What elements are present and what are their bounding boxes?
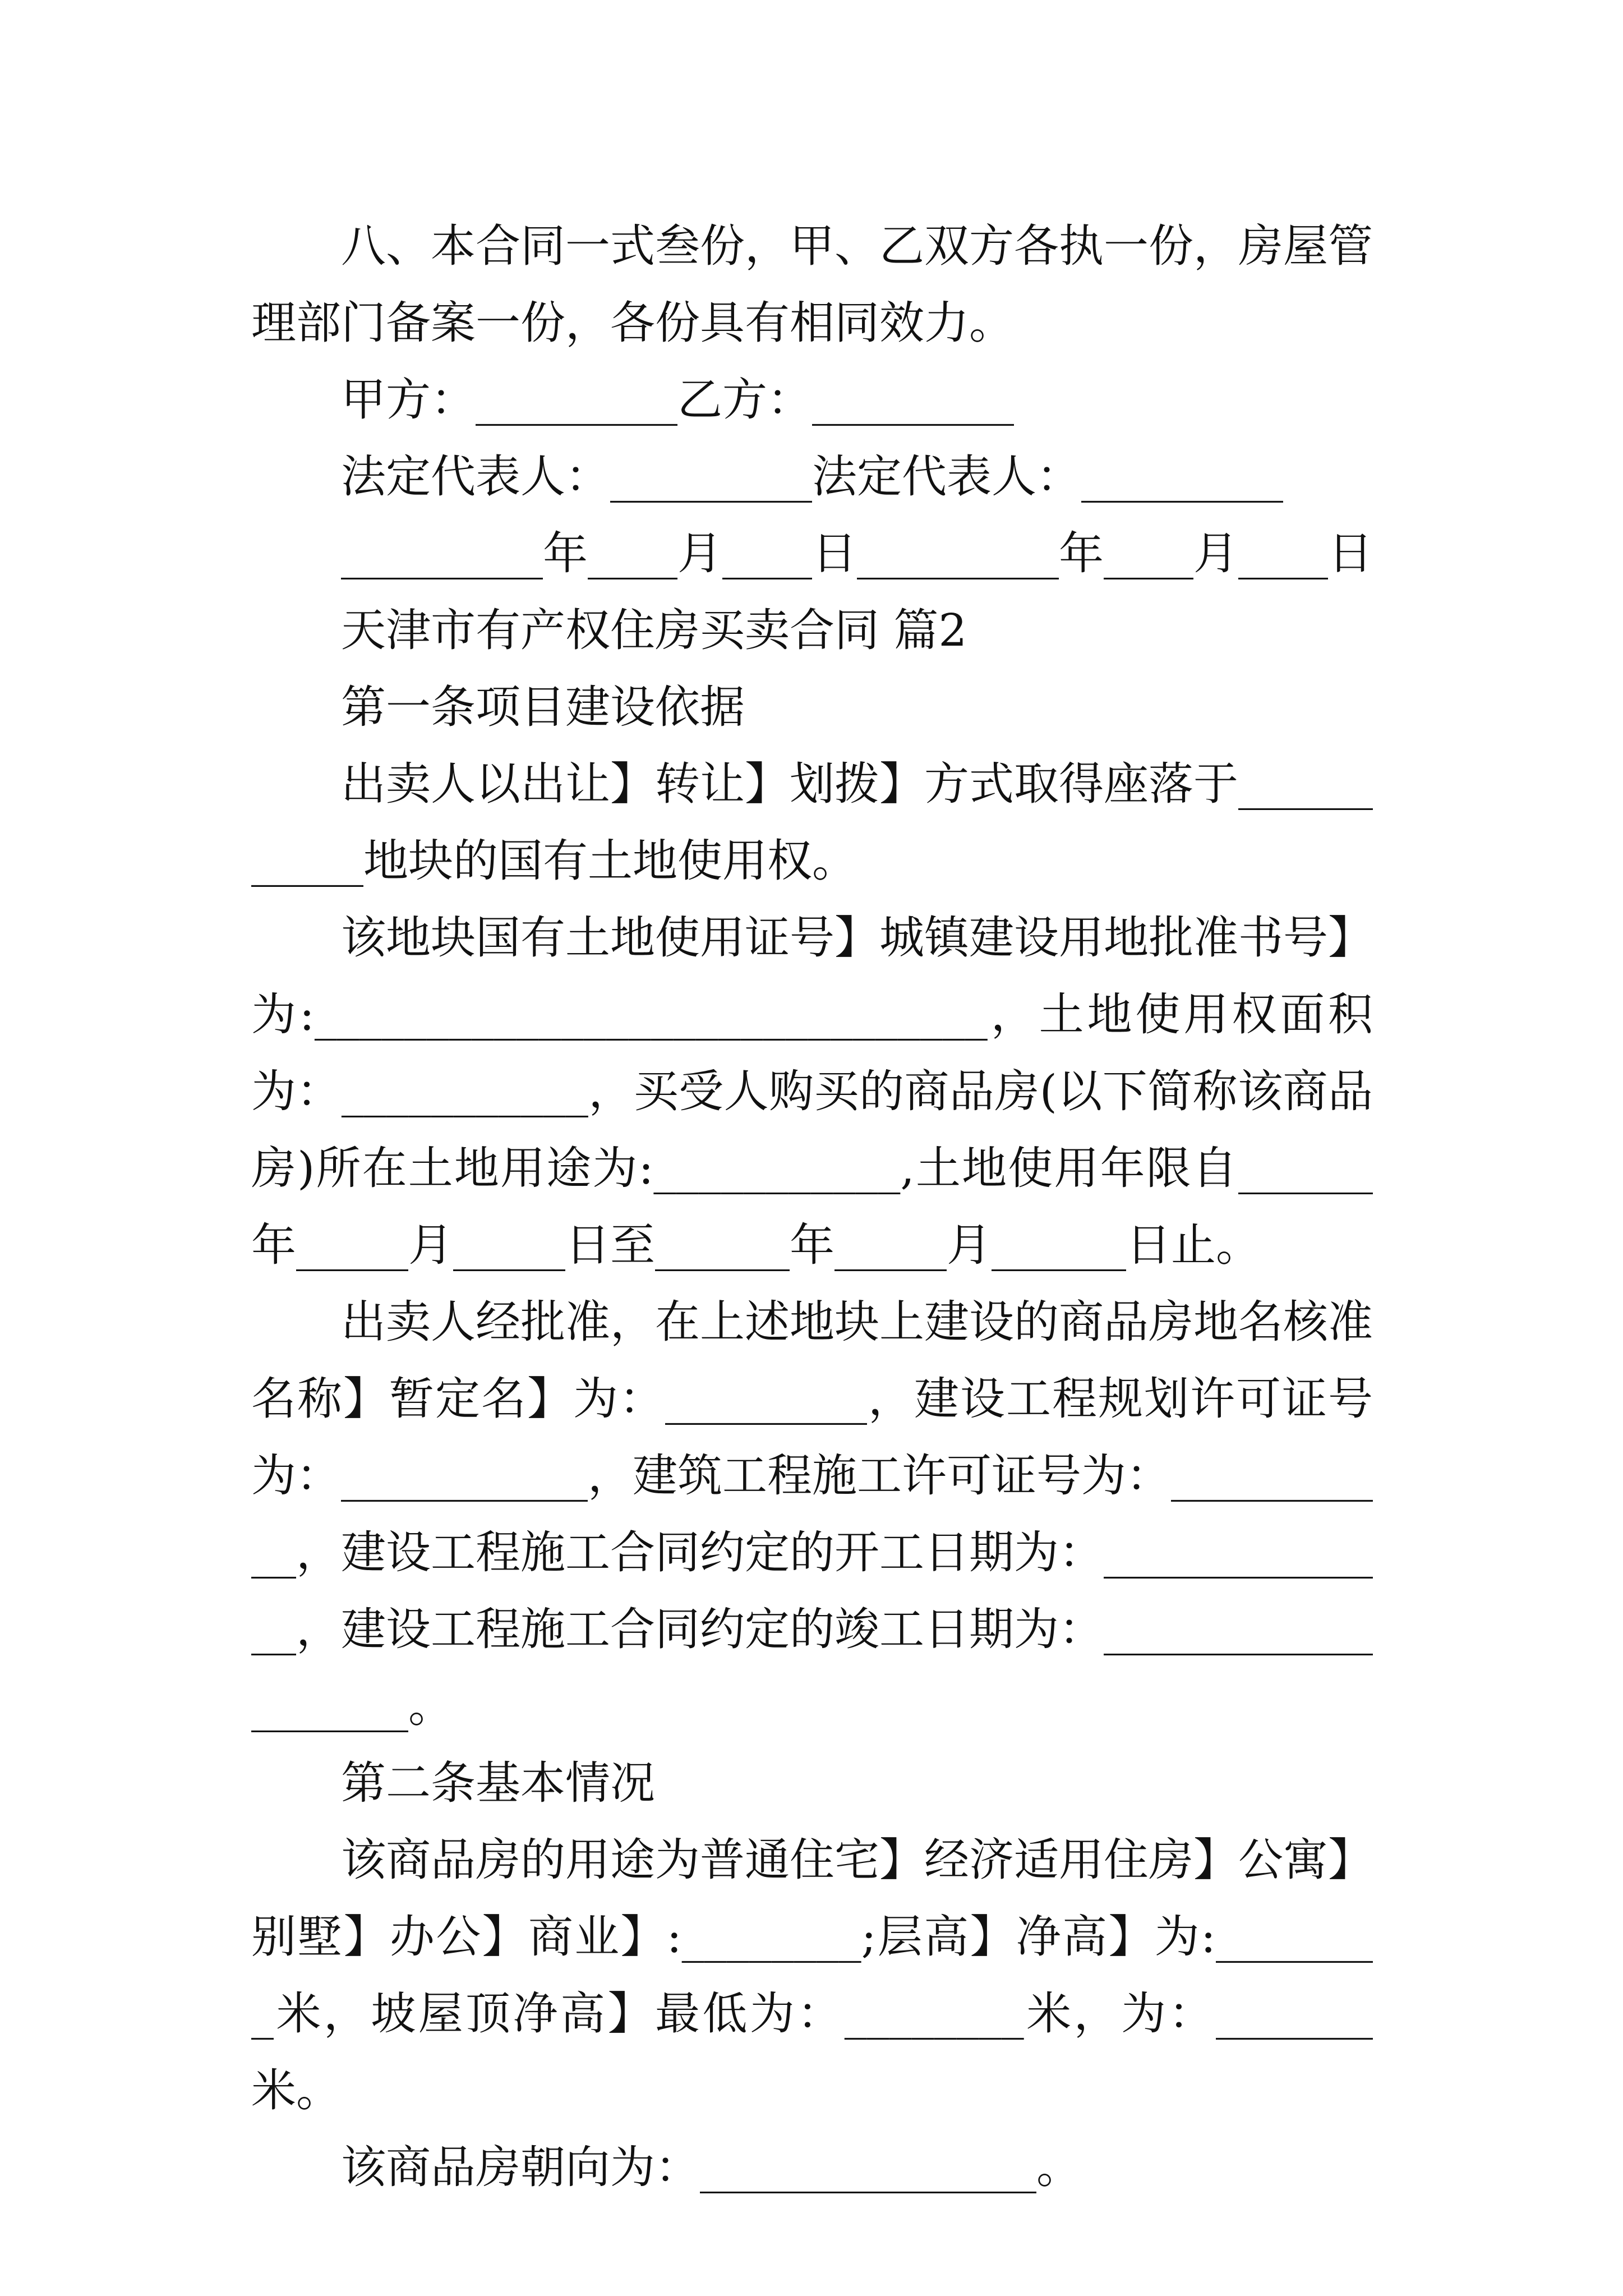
article-1-land-acquisition: 出卖人以出让】转让】划拨】方式取得座落于___________地块的国有土地使用权。: [251, 758, 1373, 887]
section-title: 天津市有产权住房买卖合同 篇2: [341, 604, 967, 656]
document-body: [251, 208, 1373, 2206]
article-2-heading: 第二条基本情况: [341, 1757, 655, 1809]
date-line: _________年____月____日_________年____月____日: [341, 527, 1373, 579]
legal-representative-line: 法定代表人：_________法定代表人：_________: [341, 450, 1283, 503]
article-1-heading: 第一条项目建设依据: [341, 681, 745, 733]
party-a-b-signature-line: 甲方：_________乙方：_________: [341, 374, 1014, 426]
article-2-orientation: 该商品房朝向为：_______________。: [341, 2141, 1081, 2193]
paragraph-copies-clause: 八、本合同一式叁份，甲、乙双方各执一份，房屋管理部门备案一份，各份具有相同效力。: [251, 220, 1373, 349]
article-1-project-approval: 出卖人经批准，在上述地块上建设的商品房地名核准名称】暂定名】为：_________，建设工程规划许可证号为：___________，建筑工程施工许可证号为：___________，建设工程施工合同约定的开工日期为：______________，建设工程施工合同约定的竣工日期为：___________________。: [251, 1296, 1373, 1732]
article-1-land-certificate: 该地块国有土地使用证号】城镇建设用地批准书号】为:______________________________，土地使用权面积为：___________，买受人购买的商品房(以下简称该商品房)所在土地用途为:___________,土地使用年限自______年_____月_____日至______年_____月______日止。: [251, 912, 1373, 1271]
article-2-usage-height: 该商品房的用途为普通住宅】经济适用住房】公寓】别墅】办公】商业】:________;层高】净高】为:________米，坡屋顶净高】最低为：________米，为：_______米。: [251, 1834, 1373, 2116]
